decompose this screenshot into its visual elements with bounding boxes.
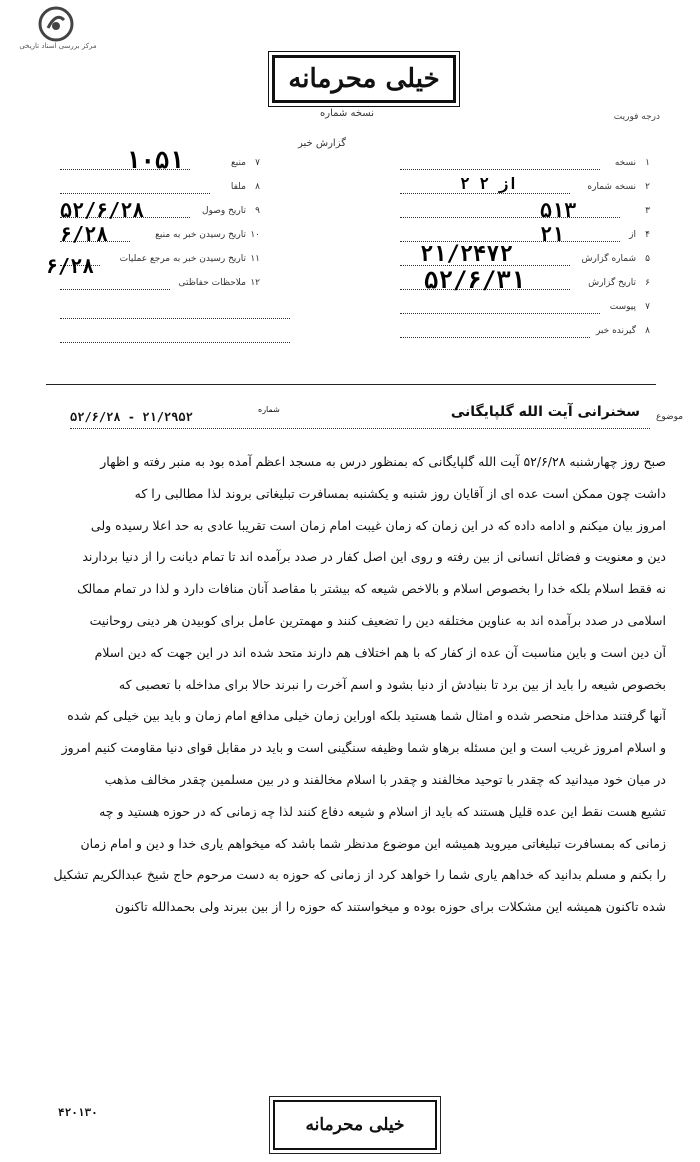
news-to-source-value: ۶/۲۸: [60, 222, 109, 246]
subject-label: موضوع: [656, 412, 684, 422]
form-row-received-date: ۹ تاریخ وصول ۵۲/۶/۲۸: [60, 198, 260, 222]
form-row-news-to-ops: ۱۱ تاریخ رسیدن خبر به مرجع عملیات ۶/۲۸: [46, 254, 260, 278]
subject-number: ۵۲/۶/۲۸ - ۲۱/۲۹۵۲: [70, 410, 193, 424]
source-value: ۱۰۵۱: [126, 146, 184, 174]
form-row-copy: ۱ نسخه: [400, 152, 650, 176]
copy-number-value: ۲ از ۲: [460, 174, 518, 193]
left-form: [46, 146, 260, 296]
form-row-protection-notes: ۱۲ ملاحظات حفاظتی: [60, 272, 260, 296]
body-line: داشت چون ممکن است عده ای از آقایان روز شنبه و یکشنبه بمسافرت تبلیغاتی بروند لذا مطالبی را که: [134, 485, 666, 501]
body-line: نه فقط اسلام بلکه خدا را بخصوص اسلام و بالاخص شیعه که بیشتر با مقاصد آنان منافات دارد و لذا در تمام ممالک: [77, 581, 666, 597]
form-row-source: ۷ منبع ۱۰۵۱: [60, 152, 260, 176]
form-row-news-to-source: ۱۰ تاریخ رسیدن خبر به منبع ۶/۲۸: [60, 222, 260, 246]
body-line: صبح روز چهارشنبه ۵۲/۶/۲۸ آیت الله گلپایگانی که بمنظور درس به مسجد اعظم آمده بود به منبر رفته و اظهار: [100, 454, 666, 469]
body-line: تشیع هست نقط این عده قلیل هستند که باید از اسلام و شیعه دفاع کنند لذا چه زمانی که در حوزه هستید و چه: [99, 803, 666, 819]
header-divider: [46, 384, 656, 385]
body-line: و اسلام امروز غریب است و این مسئله برهاو شما وظیفه سنگینی است و باید در مقابل قوای دنیا مقاومت کنیم امروز: [61, 740, 666, 756]
report-body: [54, 446, 666, 923]
subject-number-label: شماره: [258, 405, 280, 414]
form-row-recipient: ۸ گیرنده خبر: [400, 320, 650, 344]
report-number-value: ۲۱/۲۴۷۲: [420, 242, 513, 267]
body-line: را بکنم و مسلم بدانید که خداهم یاری شما را خواهد کرد از زمانی که حوزه به دست مرحوم حاج شیخ عبدالکریم تشکیل: [54, 867, 666, 883]
form-row-report-number: ۵ شماره گزارش ۲۱/۲۴۷۲: [400, 248, 650, 272]
body-line: آن دین است و باین مناسبت آن عده از کفار که با هم اختلاف هم دارند متحد شده اند در این جهت که دین اسلام: [94, 644, 666, 660]
form-row-report-date: ۶ تاریخ گزارش ۵۲/۶/۳۱: [400, 272, 650, 296]
bottom-classification-stamp: خیلی محرمانه: [273, 1100, 437, 1150]
news-to-ops-value: ۶/۲۸: [46, 254, 95, 278]
body-line: اسلامی در صدد برآمده اند به عناوین مختلفه دین را تضعیف کنند و مهمترین عامل برای کوبیدن هر دینی روحانیت: [89, 612, 666, 628]
archive-logo-text: مرکز بررسی اسناد تاریخی: [19, 42, 97, 50]
form-row-attachment: ۷ پیوست: [400, 296, 650, 320]
body-line: دین و معنویت و فضائل انسانی از بین رفته و روی این اصل کفار در صدد برآمده اند تا تمام دیانت را از دنیا بردارند: [82, 549, 666, 565]
from-value: ۲۱: [540, 222, 565, 246]
body-line: در میان خود میدانید که چقدر با توحید مخالفند و چقدر با اسلام مخالفند و در بین مسلمین چقدر مخالف مذهب: [104, 771, 666, 787]
form-blank-line: [60, 342, 290, 343]
body-line: بخصوص شیعه را باید از بین برد تا بنیادش از دنیا بشود و اسم آخرت را نبرند حالا برای مداخله با تعصبی که: [118, 676, 666, 692]
form-row-copy-number: ۲ نسخه شماره ۲ از ۲: [400, 176, 650, 200]
body-line: آنها گرفتند مداخل منحصر شده و امثال شما هستید بلکه اوراین زمان خیلی مدافع امام زمان و باید بین خیلی کم شده: [67, 708, 666, 724]
number-value: ۵۱۳: [540, 198, 577, 222]
archive-logo: [18, 6, 98, 56]
archive-logo-icon: [38, 6, 74, 42]
subject-text: سخنرانی آیت الله گلپایگانی: [450, 404, 640, 420]
subject-dotted-line: [70, 428, 650, 429]
form-row-from: ۴ از ۲۱: [400, 224, 650, 248]
right-form: [400, 152, 650, 344]
body-line: امروز بیان میکنم و ادامه داده که در این زمان که زمان غیبت امام زمان است تقریبا عادی به حد اعلا رسیده ولی: [90, 517, 666, 533]
report-type-line: گزارش خبر: [298, 138, 346, 149]
form-row-number: ۳ ۵۱۳: [400, 200, 650, 224]
body-line: زمانی که بمسافرت تبلیغاتی میروید همیشه این موضوع مدنظر شما باشد که میخواهم یاری خدا و دین و امام زمان: [80, 835, 666, 851]
received-date-value: ۵۲/۶/۲۸: [60, 198, 145, 222]
form-blank-line: [60, 318, 290, 319]
report-date-value: ۵۲/۶/۳۱: [424, 266, 526, 294]
body-line: شده تاکنون همیشه این مشکلات برای حوزه بوده و میخواستند که حوزه را از بین ببرند ولی بحمدالله تاکنون: [115, 899, 666, 915]
page-number: ۴۲۰۱۳۰: [58, 1106, 98, 1119]
classification-stamp: خیلی محرمانه: [272, 55, 456, 103]
copy-number-line: نسخه شماره: [320, 108, 374, 119]
urgency-label: درجه فوریت: [613, 112, 660, 122]
form-row-office: ۸ ملفا: [60, 176, 260, 200]
